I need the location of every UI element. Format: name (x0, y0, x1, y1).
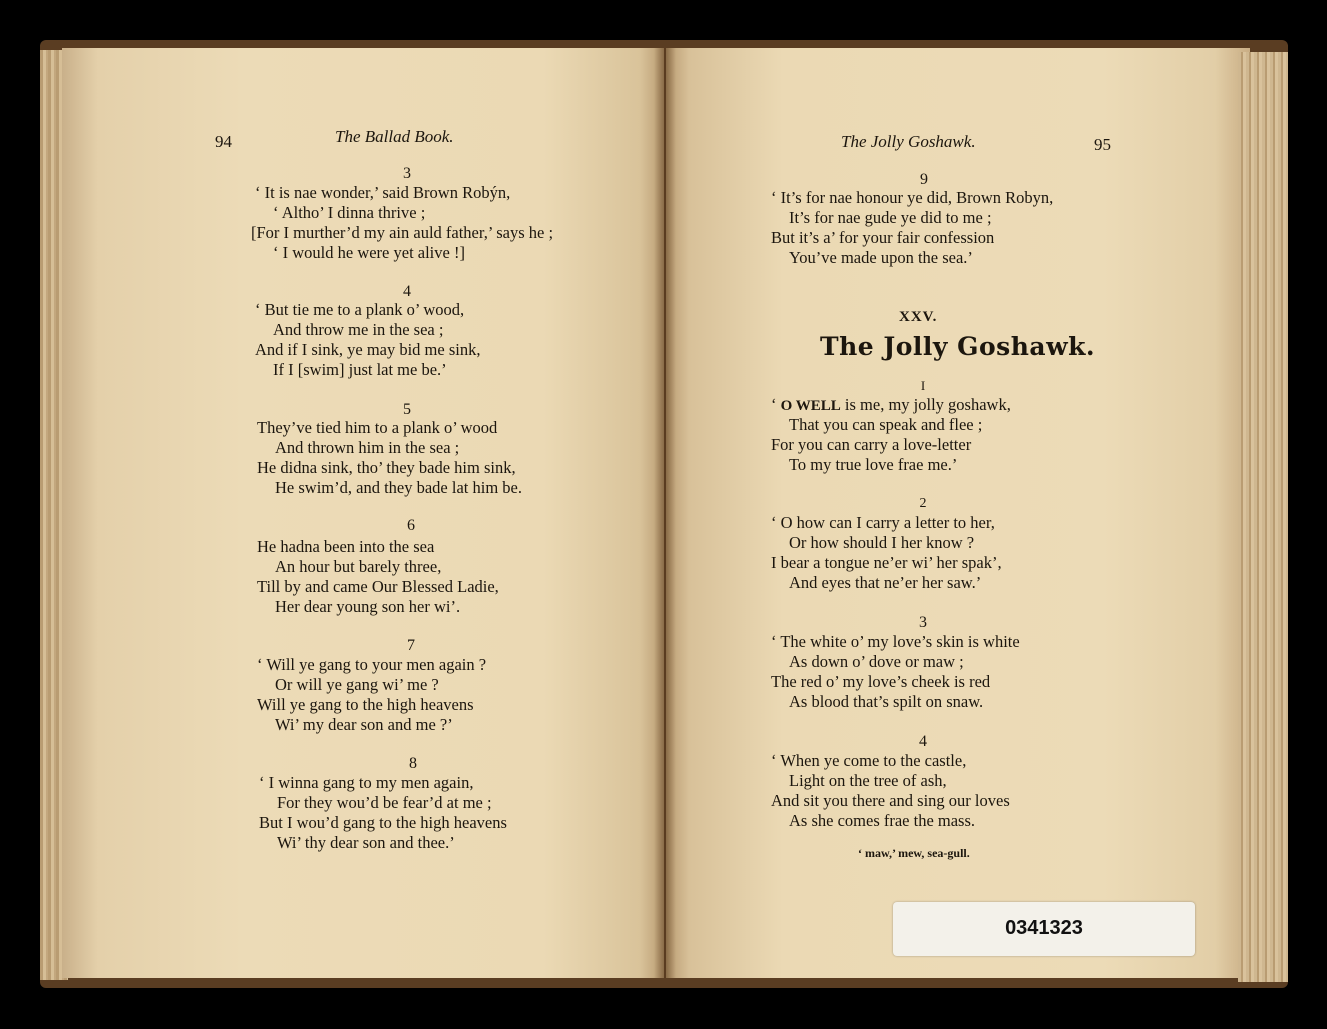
verse-line: ‘ But tie me to a plank o’ wood, (255, 300, 465, 319)
verse-line: The red o’ my love’s cheek is red (771, 672, 991, 691)
verse-line: Wi’ thy dear son and thee.’ (277, 833, 455, 852)
stanza-number: 7 (407, 637, 415, 654)
verse-line: ‘ When ye come to the castle, (771, 751, 967, 770)
stanza-number: 6 (407, 517, 415, 534)
verse-line: ‘ It is nae wonder,’ said Brown Robýn, (255, 183, 511, 202)
verse-line: As blood that’s spilt on snaw. (789, 692, 984, 711)
verse-line: ‘ Altho’ I dinna thrive ; (273, 203, 426, 222)
verse-line: You’ve made upon the sea.’ (789, 248, 973, 267)
stanza (771, 188, 1053, 268)
stanza-number: 4 (403, 283, 411, 300)
verse-line: For you can carry a love-letter (771, 435, 972, 454)
book-gutter (654, 48, 676, 978)
library-barcode-label (893, 902, 1195, 956)
verse-line: For they wou’d be fear’d at me ; (277, 793, 492, 812)
verse-line: Light on the tree of ash, (789, 771, 947, 790)
footnote: ‘ maw,’ mew, sea-gull. (858, 846, 970, 860)
verse-line: As down o’ dove or maw ; (789, 652, 964, 671)
verse-line: That you can speak and flee ; (789, 415, 983, 434)
stanza (259, 773, 507, 853)
stanza (257, 537, 499, 617)
stanza (255, 300, 480, 380)
verse-line: Will ye gang to the high heavens (257, 695, 474, 714)
stanza (251, 183, 554, 263)
verse-line: Till by and came Our Blessed Ladie, (257, 577, 499, 596)
verse-line: And if I sink, ye may bid me sink, (255, 340, 481, 359)
right-running-head: The Jolly Goshawk. (841, 132, 976, 151)
verse-line: ‘ The white o’ my love’s skin is white (771, 632, 1020, 651)
stanza-number: 4 (919, 733, 927, 750)
verse-line: As she comes frae the mass. (789, 811, 976, 830)
stanza-number: 2 (919, 496, 927, 511)
stanza (257, 418, 522, 498)
initial-words: O WELL (780, 398, 841, 414)
verse-line: ‘ O how can I carry a letter to her, (771, 513, 995, 532)
verse-line: ‘ It’s for nae honour ye did, Brown Robyn, (771, 188, 1054, 207)
barcode-number: 0341323 (1005, 917, 1083, 939)
stanza-number: I (920, 378, 926, 393)
stanza (771, 751, 1010, 831)
stanza (771, 632, 1020, 712)
verse-line: Or will ye gang wi’ me ? (275, 675, 439, 694)
verse-line: And sit you there and sing our loves (771, 791, 1010, 810)
verse-line: Her dear young son her wi’. (275, 597, 461, 616)
stanza (771, 513, 1002, 593)
verse-line: And eyes that ne’er her saw.’ (789, 573, 982, 592)
stanza-number: 9 (920, 171, 928, 188)
verse-line: ‘ O WELL is me, my jolly goshawk, (771, 395, 1011, 414)
stanza (771, 395, 1011, 475)
verse-line: And thrown him in the sea ; (275, 438, 460, 457)
verse-line: To my true love frae me.’ (789, 455, 958, 474)
verse-line: ‘ I winna gang to my men again, (259, 773, 474, 792)
left-running-head: The Ballad Book. (335, 127, 454, 146)
right-page-number: 95 (1094, 135, 1111, 154)
verse-line: If I [swim] just lat me be.’ (273, 360, 447, 379)
poem-title: The Jolly Goshawk. (820, 332, 1096, 361)
verse-line: Or how should I her know ? (789, 533, 975, 552)
stanza-number: 5 (403, 401, 411, 418)
stanza (257, 655, 486, 735)
verse-line: ‘ Will ye gang to your men again ? (257, 655, 487, 674)
verse-line: [For I murther’d my ain auld father,’ says he ; (251, 223, 554, 242)
verse-line: He didna sink, tho’ they bade him sink, (257, 458, 516, 477)
verse-line: He swim’d, and they bade lat him be. (275, 478, 522, 497)
verse-line: ‘ I would he were yet alive !] (273, 243, 465, 262)
stanza-number: 3 (403, 165, 411, 182)
verse-line: Wi’ my dear son and me ?’ (275, 715, 453, 734)
verse-line: It’s for nae gude ye did to me ; (789, 208, 992, 227)
verse-line: But I wou’d gang to the high heavens (259, 813, 507, 832)
verse-line: An hour but barely three, (275, 557, 442, 576)
verse-line-rest: is me, my jolly goshawk, (840, 395, 1011, 414)
stanza-number: 3 (919, 614, 927, 631)
left-page-number: 94 (215, 132, 232, 151)
verse-line: He hadna been into the sea (257, 537, 435, 556)
verse-line: I bear a tongue ne’er wi’ her spak’, (771, 553, 1002, 572)
verse-line: But it’s a’ for your fair confession (771, 228, 995, 247)
verse-line: They’ve tied him to a plank o’ wood (257, 418, 498, 437)
verse-line: And throw me in the sea ; (273, 320, 444, 339)
stanza-number: 8 (409, 755, 417, 772)
chapter-number: XXV. (899, 309, 938, 325)
right-page-edges (1238, 52, 1288, 982)
